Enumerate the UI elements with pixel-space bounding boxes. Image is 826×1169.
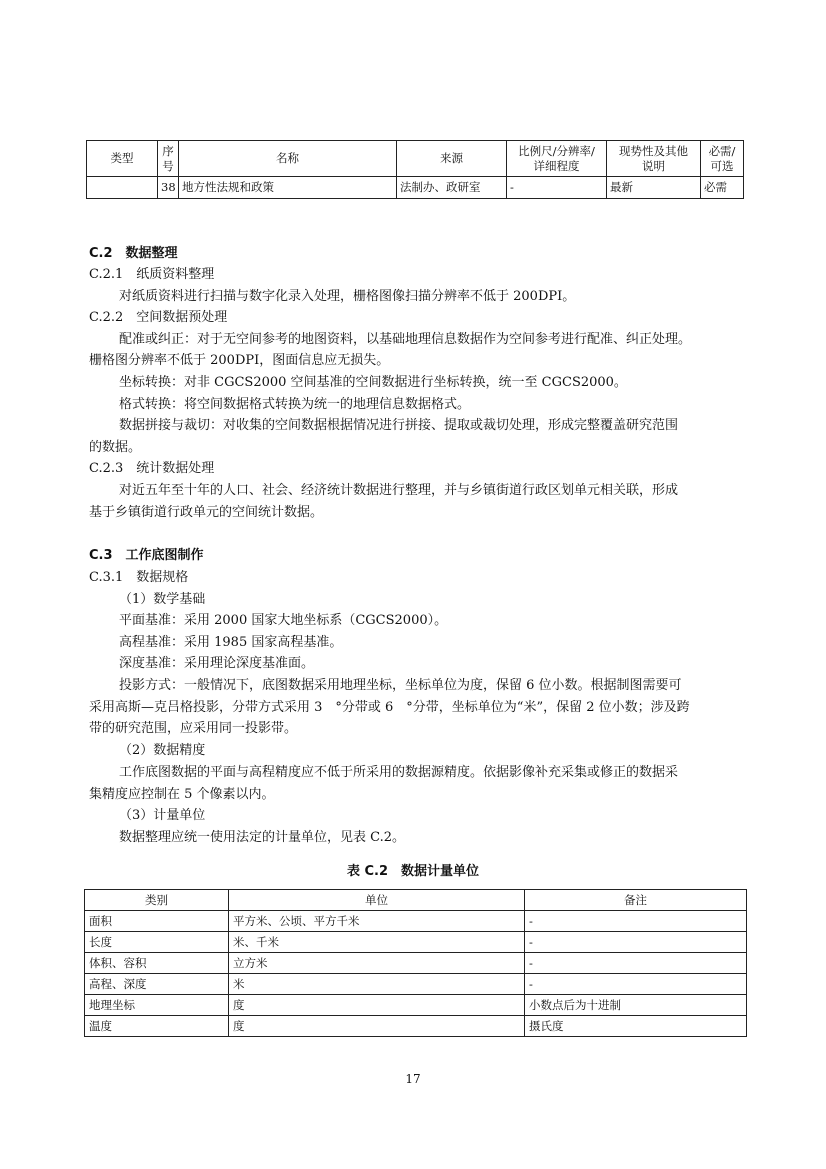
paragraph: 投影方式：一般情况下，底图数据采用地理坐标，坐标单位为度，保留 6 位小数。根据制图需要可 (119, 678, 682, 693)
table-row (85, 932, 747, 953)
cell-category: 温度 (85, 1016, 229, 1037)
paragraph: 基于乡镇街道行政单元的空间统计数据。 (89, 505, 324, 520)
table-row (85, 995, 747, 1016)
cell-category: 体积、容积 (85, 953, 229, 974)
paragraph: 配准或纠正：对于无空间参考的地图资料，以基础地理信息数据作为空间参考进行配准、纠正处理。 (119, 332, 692, 347)
paragraph: 对纸质资料进行扫描与数字化录入处理，栅格图像扫描分辨率不低于 200DPI。 (119, 289, 576, 304)
header-scale: 比例尺/分辨率/ 详细程度 (507, 141, 607, 177)
paragraph: 对近五年至十年的人口、社会、经济统计数据进行整理，并与乡镇街道行政区划单元相关联，形成 (119, 483, 679, 498)
paragraph: 数据拼接与裁切：对收集的空间数据根据情况进行拼接、提取或裁切处理，形成完整覆盖研究范围 (119, 418, 679, 433)
cell-seq: 38 (158, 177, 179, 199)
table-header-row (87, 141, 744, 177)
header-type: 类型 (87, 141, 158, 177)
paragraph: 集精度应控制在 5 个像素以内。 (89, 787, 275, 802)
header-seq: 序 号 (158, 141, 179, 177)
paragraph: 坐标转换：对非 CGCS2000 空间基准的空间数据进行坐标转换，统一至 CGCS2000。 (119, 375, 627, 390)
header-unit: 单位 (229, 890, 525, 911)
cell-current: 最新 (607, 177, 701, 199)
section-heading-c2: C.2 数据整理 (89, 246, 178, 261)
source-data-table (86, 140, 744, 199)
cell-note: - (525, 911, 747, 932)
cell-note: 小数点后为十进制 (525, 995, 747, 1016)
table-row (85, 974, 747, 995)
cell-note: 摄氏度 (525, 1016, 747, 1037)
cell-unit: 立方米 (229, 953, 525, 974)
cell-unit: 度 (229, 1016, 525, 1037)
cell-unit: 米、千米 (229, 932, 525, 953)
cell-required: 必需 (701, 177, 744, 199)
subsection-heading-c22: C.2.2 空间数据预处理 (89, 310, 228, 325)
table-title: 表 C.2 数据计量单位 (346, 864, 480, 879)
cell-unit: 度 (229, 995, 525, 1016)
units-table (84, 889, 747, 1037)
paragraph: 高程基准：采用 1985 国家高程基准。 (119, 635, 343, 650)
header-current: 现势性及其他 说明 (607, 141, 701, 177)
table-row (85, 953, 747, 974)
cell-category: 长度 (85, 932, 229, 953)
header-note: 备注 (525, 890, 747, 911)
table-row (87, 177, 744, 199)
paragraph: 栅格图分辨率不低于 200DPI，图面信息应无损失。 (89, 353, 390, 368)
cell-category: 地理坐标 (85, 995, 229, 1016)
header-category: 类别 (85, 890, 229, 911)
cell-name: 地方性法规和政策 (179, 177, 397, 199)
paragraph: 数据整理应统一使用法定的计量单位，见表 C.2。 (119, 830, 406, 845)
paragraph: 工作底图数据的平面与高程精度应不低于所采用的数据源精度。依据影像补充采集或修正的数据采 (119, 765, 679, 780)
subsection-heading-c21: C.2.1 纸质资料整理 (89, 267, 215, 282)
cell-category: 高程、深度 (85, 974, 229, 995)
header-required: 必需/ 可选 (701, 141, 744, 177)
table-header-row (85, 890, 747, 911)
cell-note: - (525, 932, 747, 953)
cell-unit: 平方米、公顷、平方千米 (229, 911, 525, 932)
table-row (85, 1016, 747, 1037)
cell-note: - (525, 974, 747, 995)
paragraph: 深度基准：采用理论深度基准面。 (119, 656, 315, 671)
subsection-heading-c31: C.3.1 数据规格 (89, 570, 189, 585)
paragraph: 采用高斯—克吕格投影，分带方式采用 3 °分带或 6 °分带，坐标单位为“米”，保留 2 位小数；涉及跨 (89, 700, 690, 715)
cell-type (87, 177, 158, 199)
cell-scale: - (507, 177, 607, 199)
cell-category: 面积 (85, 911, 229, 932)
paragraph: 的数据。 (89, 440, 142, 455)
page-number: 17 (405, 1072, 421, 1086)
paragraph: 带的研究范围，应采用同一投影带。 (89, 721, 298, 736)
paragraph: 平面基准：采用 2000 国家大地坐标系（CGCS2000）。 (119, 613, 448, 628)
paragraph: 格式转换：将空间数据格式转换为统一的地理信息数据格式。 (119, 397, 471, 412)
cell-source: 法制办、政研室 (397, 177, 507, 199)
header-source: 来源 (397, 141, 507, 177)
paragraph: （3）计量单位 (119, 808, 206, 823)
header-name: 名称 (179, 141, 397, 177)
paragraph: （2）数据精度 (119, 743, 206, 758)
paragraph: （1）数学基础 (119, 592, 206, 607)
subsection-heading-c23: C.2.3 统计数据处理 (89, 461, 215, 476)
section-heading-c3: C.3 工作底图制作 (89, 548, 204, 563)
table-row (85, 911, 747, 932)
cell-note: - (525, 953, 747, 974)
cell-unit: 米 (229, 974, 525, 995)
